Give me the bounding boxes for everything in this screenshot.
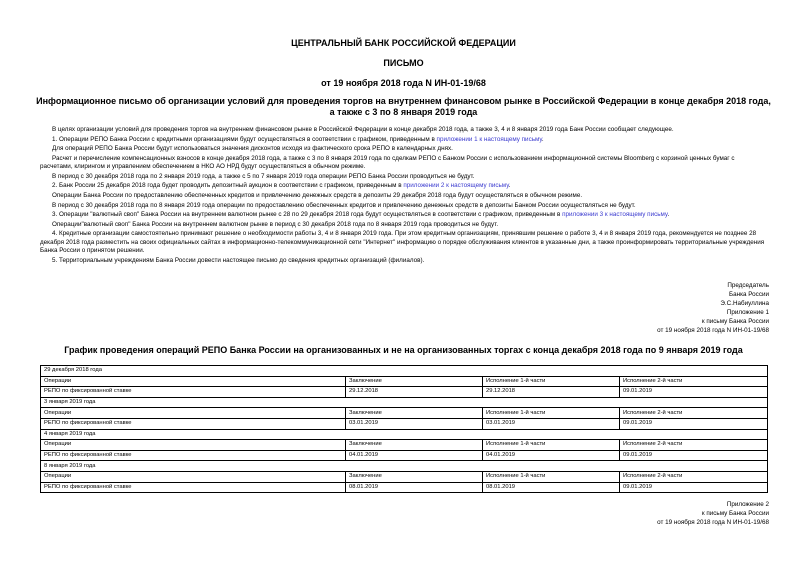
appendix-1-to-letter: к письму Банка России xyxy=(701,318,769,325)
table-header-cell: Исполнение 1-й части xyxy=(483,471,620,482)
table-cell: 08.01.2019 xyxy=(483,482,620,493)
table-cell: 03.01.2019 xyxy=(483,418,620,429)
table-header-cell: Операции xyxy=(41,471,346,482)
paragraph: В период с 30 декабря 2018 года по 8 января 2019 года операции по предоставлению обеспеченных кредитов и привлечению денежных средств в депозиты Банком России осуществляться не будут. xyxy=(52,201,636,209)
table-cell: РЕПО по фиксированной ставке xyxy=(41,418,346,429)
paragraph: 5. Территориальным учреждениям Банка России довести настоящее письмо до сведения кредитных организаций (филиалов). xyxy=(52,257,425,265)
paragraph-text: . xyxy=(541,135,544,143)
appendix-2-link[interactable]: приложении 2 к настоящему письму xyxy=(403,182,509,190)
appendix-2-block xyxy=(657,500,769,527)
table-cell: РЕПО по фиксированной ставке xyxy=(41,387,346,398)
table-header-cell: Операции xyxy=(41,440,346,451)
signature-name: Э.С.Набиуллина xyxy=(720,300,769,307)
letter-body xyxy=(40,126,768,267)
table-row xyxy=(41,482,768,493)
table-header-cell: Заключение xyxy=(346,440,483,451)
appendix-1-link[interactable]: приложении 1 к настоящему письму xyxy=(436,135,542,143)
table-cell: 04.01.2019 xyxy=(346,450,483,461)
paragraph-text: . xyxy=(508,182,511,190)
table-header-row xyxy=(41,440,768,451)
paragraph-text: 3. Операции "валютный своп" Банка России на внутреннем валютном рынке с 28 по 29 декабря 2018 года будут осуществляться в соответствии с графиком, приведенным в xyxy=(52,211,563,219)
appendix-2-label: Приложение 2 xyxy=(726,501,769,508)
table-header-cell: Операции xyxy=(41,408,346,419)
doc-date-number: от 19 ноября 2018 года N ИН-01-19/68 xyxy=(321,78,486,88)
paragraph: Операции"валютный своп" Банка России на внутреннем валютном рынке в период с 30 декабря 2018 года по 8 января 2019 года проводиться не будут. xyxy=(52,220,499,228)
table-cell: 04.01.2019 xyxy=(483,450,620,461)
paragraph: 4. Кредитные организации самостоятельно принимают решение о необходимости работы 3, 4 и 8 января 2019 года. При этом кредитным организациям, принявшим решение о работе 3, 4 и 8 января 2019 года, рекомендуется не позднее 28 декабря 2018 года разместить на своих официальных сайтах в информационно-телекоммуникационной сети "Интернет" информацию о порядке обслуживания клиентов в указанные дни, а также проинформировать территориальные учреждения Банка России о принятом решении. xyxy=(40,230,765,255)
paragraph-text: 2. Банк России 25 декабря 2018 года будет проводить депозитный аукцион в соответствии с графиком, приведенным в xyxy=(52,182,404,190)
table-date-cell: 4 января 2019 года xyxy=(41,429,768,440)
table-date-cell: 29 декабря 2018 года xyxy=(41,366,768,377)
table-date-row xyxy=(41,366,768,377)
table-header-cell: Исполнение 2-й части xyxy=(620,471,768,482)
paragraph: Расчет и перечисление компенсационных взносов в конце декабря 2018 года, а также с 3 по 8 января 2019 года по сделкам РЕПО с Банком России с использованием информационной системы Bloomberg с корзиной ценных бумаг с расчетами, клирингом и управлением обеспечением в НКО АО НРД будут осуществляться в обычном режиме. xyxy=(40,154,735,171)
table-header-cell: Исполнение 2-й части xyxy=(620,408,768,419)
letter-subject xyxy=(20,96,787,118)
table-cell: 29.12.2018 xyxy=(483,387,620,398)
table-row xyxy=(41,418,768,429)
paragraph-text: 1. Операции РЕПО Банка России с кредитными организациями будут осуществляться в соответствии с графиком, приведенным в xyxy=(52,135,437,143)
appendix-2-to-letter: к письму Банка России xyxy=(701,510,769,517)
signature-role: Председатель xyxy=(727,282,769,289)
table-cell: 09.01.2019 xyxy=(620,418,768,429)
appendix-1-ref: от 19 ноября 2018 года N ИН-01-19/68 xyxy=(657,327,769,334)
paragraph: В целях организации условий для проведения торгов на внутреннем финансовом рынке в Российской Федерации в конце декабря 2018 года, а также 3, 4 и 8 января 2019 года Банк России сообщает следующее. xyxy=(52,126,674,133)
table-row xyxy=(41,387,768,398)
table-header-row xyxy=(41,471,768,482)
appendix-1-label: Приложение 1 xyxy=(726,309,769,316)
schedule-table xyxy=(40,365,768,493)
table-date-row xyxy=(41,397,768,408)
table-cell: 09.01.2019 xyxy=(620,387,768,398)
signature-block xyxy=(657,281,769,335)
table-row xyxy=(41,450,768,461)
paragraph-text: . xyxy=(667,211,670,219)
table-header-cell: Операции xyxy=(41,376,346,387)
table-cell: РЕПО по фиксированной ставке xyxy=(41,450,346,461)
table-cell: 03.01.2019 xyxy=(346,418,483,429)
signature-org: Банка России xyxy=(728,291,769,298)
table-header-cell: Исполнение 2-й части xyxy=(620,376,768,387)
table-header-cell: Исполнение 1-й части xyxy=(483,376,620,387)
table-cell: РЕПО по фиксированной ставке xyxy=(41,482,346,493)
table-header-cell: Заключение xyxy=(346,471,483,482)
table-date-cell: 8 января 2019 года xyxy=(41,461,768,472)
paragraph xyxy=(40,136,768,145)
paragraph xyxy=(40,211,768,220)
table-header-row xyxy=(41,376,768,387)
table-header-cell: Исполнение 1-й части xyxy=(483,408,620,419)
paragraph: Для операций РЕПО Банка России будут использоваться значения дисконтов исходя из фактического срока РЕПО в календарных днях. xyxy=(52,145,453,153)
table-date-cell: 3 января 2019 года xyxy=(41,397,768,408)
table-header-cell: Заключение xyxy=(346,408,483,419)
doc-type-heading: ПИСЬМО xyxy=(383,58,424,68)
bank-name-heading: ЦЕНТРАЛЬНЫЙ БАНК РОССИЙСКОЙ ФЕДЕРАЦИИ xyxy=(291,38,516,48)
table-header-cell: Исполнение 1-й части xyxy=(483,440,620,451)
paragraph: Операции Банка России по предоставлению обеспеченных кредитов и привлечению денежных средств в депозиты 29 декабря 2018 года будут осуществляться в обычном режиме. xyxy=(52,192,583,200)
appendix-2-ref: от 19 ноября 2018 года N ИН-01-19/68 xyxy=(657,519,769,526)
paragraph: В период с 30 декабря 2018 года по 2 января 2019 года, а также с 5 по 7 января 2019 года операции РЕПО Банка России проводиться не будут. xyxy=(52,172,475,180)
table-date-row xyxy=(41,461,768,472)
subject-line-1: Информационное письмо об организации условий для проведения торгов на внутреннем финансовом рынке в Российской Федерации в конце декабря 2018 года, xyxy=(36,96,771,106)
table-header-row xyxy=(41,408,768,419)
table-header-cell: Исполнение 2-й части xyxy=(620,440,768,451)
table-cell: 09.01.2019 xyxy=(620,450,768,461)
table-date-row xyxy=(41,429,768,440)
schedule-title: График проведения операций РЕПО Банка России на организованных и не на организованных торгах с конца декабря 2018 года по 9 января 2019 года xyxy=(64,345,743,355)
table-header-cell: Заключение xyxy=(346,376,483,387)
paragraph xyxy=(40,182,768,191)
subject-line-2: а также с 3 по 8 января 2019 года xyxy=(329,107,478,117)
table-cell: 09.01.2019 xyxy=(620,482,768,493)
table-cell: 08.01.2019 xyxy=(346,482,483,493)
appendix-3-link[interactable]: приложении 3 к настоящему письму xyxy=(562,211,668,219)
table-cell: 29.12.2018 xyxy=(346,387,483,398)
